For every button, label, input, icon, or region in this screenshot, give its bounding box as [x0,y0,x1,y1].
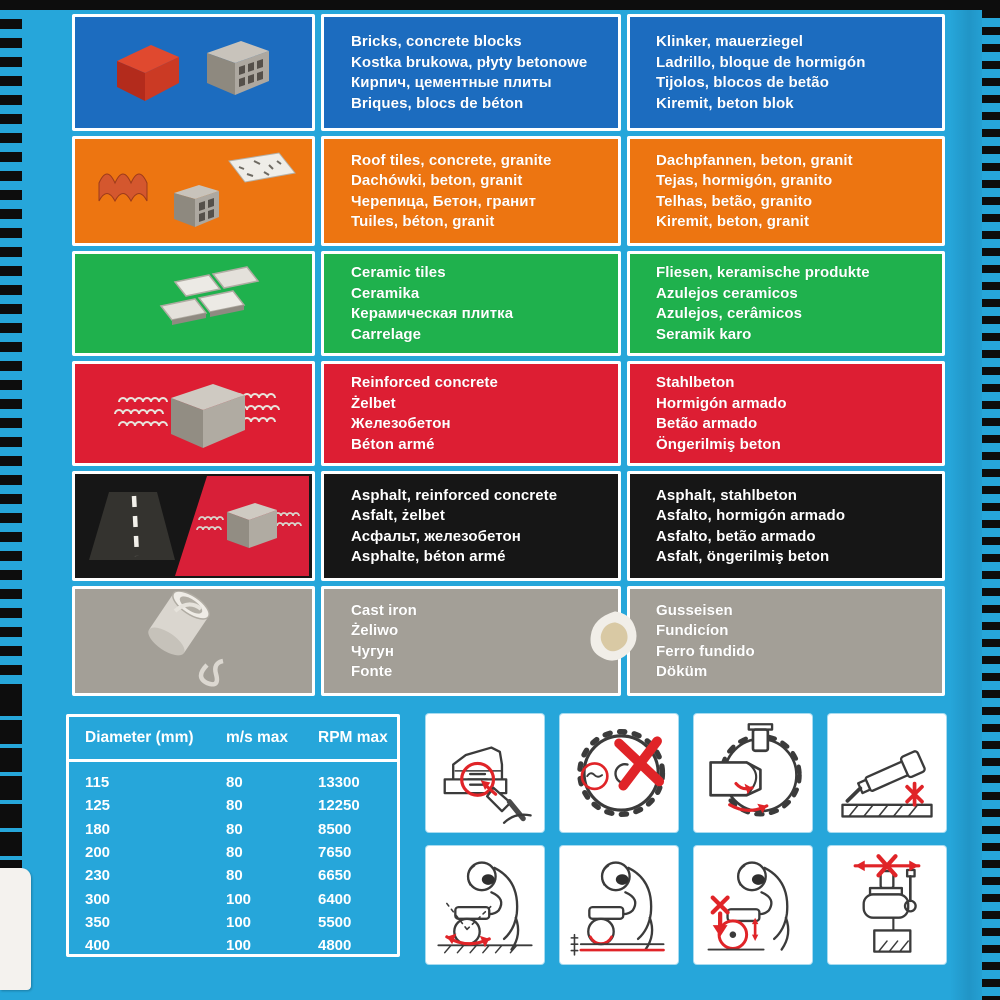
reinforced-concrete-icon [79,364,309,464]
cell-diameter: 230 [85,867,111,885]
material-line: Железобетон [351,415,451,432]
material-line: Asfalt, öngerilmiş beton [656,548,830,565]
material-line: Asfalto, hormigón armado [656,507,846,524]
table-body [69,762,397,957]
ceramic-tiles-icon [79,254,309,354]
material-line: Reinforced concrete [351,374,498,391]
cell-ms: 100 [226,937,252,955]
cell-rpm: 6400 [318,890,352,908]
material-line: Asphalte, béton armé [351,548,506,565]
cell-ms: 80 [226,867,243,885]
column-header-rpm-max: RPM max [318,729,388,746]
material-line: Ceramic tiles [351,264,446,281]
material-band-asphalt [72,471,945,581]
do-not-use-cracked-disc-pictogram [560,714,678,832]
material-line: Żelbet [351,394,396,412]
no-lateral-force-on-disc-icon [834,852,940,958]
disc-rotation-direction-pictogram [694,714,812,832]
cell-diameter: 180 [85,820,111,838]
material-line: Azulejos ceramicos [656,284,798,302]
material-line: Kiremit, beton, granit [656,213,810,230]
material-band-reinforced-concrete [72,361,945,466]
right-edge-fold-shadow [950,10,982,1000]
do-not-apply-excess-pressure-pictogram [694,846,812,964]
table-row [85,771,397,794]
cell-diameter: 125 [85,797,111,815]
material-line: Briques, blocs de béton [351,94,524,112]
roof-tiles-text-left [321,136,621,246]
cell-diameter: 350 [85,913,111,931]
material-line: Кирпич, цементные плиты [351,74,552,91]
ceramic-tiles-illustration [72,251,315,356]
cell-diameter: 300 [85,890,111,908]
bricks-illustration [72,14,315,131]
right-edge-stripes [982,10,1000,1000]
material-line: Öngerilmiş beton [656,435,781,453]
bricks-icon [79,23,309,123]
cell-ms: 80 [226,797,243,815]
material-line: Żeliwo [351,622,399,639]
material-line: Керамическая плитка [351,305,514,322]
material-line: Asphalt, stahlbeton [656,486,798,504]
reinforced-text-right [627,361,945,466]
asphalt-icon [79,476,309,576]
table-row [85,841,397,864]
cell-diameter: 115 [85,774,110,792]
oscillating-cutting-motion-icon [432,852,538,958]
cell-rpm: 8500 [318,820,352,838]
table-row [85,911,397,934]
cell-ms: 80 [226,820,243,838]
ceramic-text-left [321,251,621,356]
cell-ms: 100 [226,890,252,908]
reinforced-concrete-illustration [72,361,315,466]
asphalt-text-left [321,471,621,581]
bricks-text-right [627,14,945,131]
roof-tiles-illustration [72,136,315,246]
cast-iron-illustration [72,586,315,696]
material-line: Fonte [351,663,393,680]
cell-ms: 80 [226,774,243,792]
shallow-cutting-depth-icon [566,852,672,958]
left-edge-dense-stripes [0,692,22,868]
material-line: Dachówki, beton, granit [351,172,523,189]
material-line: Асфальт, железобетон [351,527,521,545]
material-line: Bricks, concrete blocks [351,33,522,50]
do-not-tilt-while-cutting-pictogram [828,714,946,832]
cast-iron-text-left [321,586,621,696]
material-band-cast-iron [72,586,945,696]
material-line: Hormigón armado [656,394,787,412]
reinforced-text-left [321,361,621,466]
material-line: Asphalt, reinforced concrete [351,486,558,504]
material-line: Béton armé [351,435,435,453]
material-band-bricks [72,14,945,131]
material-line: Ceramika [351,284,420,302]
cast-iron-text-right [627,586,945,696]
table-row [85,864,397,887]
material-line: Asfalto, betão armado [656,527,816,545]
diameter-speed-table [66,714,400,957]
shallow-cutting-depth-pictogram [560,846,678,964]
material-line: Stahlbeton [656,374,735,391]
column-header-ms-max: m/s max [226,729,289,746]
material-line: Fundicíon [656,622,729,639]
roof-tiles-text-right [627,136,945,246]
disc-rotation-direction-icon [700,720,806,826]
material-line: Seramik karo [656,325,752,343]
material-line: Gusseisen [656,601,733,619]
table-row [85,887,397,910]
material-line: Cast iron [351,601,417,619]
asphalt-illustration [72,471,315,581]
material-line: Telhas, betão, granito [656,192,813,210]
do-not-tilt-while-cutting-icon [834,720,940,826]
table-row [85,794,397,817]
material-line: Чугун [351,642,395,660]
clean-flange-with-brush-pictogram [426,714,544,832]
material-line: Dachpfannen, beton, granit [656,151,853,169]
bricks-text-left [321,14,621,131]
cell-ms: 80 [226,844,243,862]
cell-rpm: 6650 [318,867,352,885]
roof-tiles-icon [79,141,309,241]
material-line: Fliesen, keramische produkte [656,264,870,281]
material-line: Betão armado [656,415,758,432]
bottom-left-white-strip [0,868,31,990]
material-line: Roof tiles, concrete, granite [351,151,552,169]
cell-diameter: 200 [85,844,111,862]
material-line: Kostka brukowa, płyty betonowe [351,53,588,71]
material-band-ceramic-tiles [72,251,945,356]
material-line: Asfalt, żelbet [351,507,445,524]
cell-rpm: 7650 [318,844,352,862]
column-header-diameter: Diameter (mm) [85,729,194,746]
material-line: Ladrillo, bloque de hormigón [656,53,866,71]
material-line: Tijolos, blocos de betão [656,74,829,91]
table-row [85,934,397,957]
asphalt-text-right [627,471,945,581]
material-line: Tuiles, béton, granit [351,213,495,230]
cell-rpm: 4800 [318,937,352,955]
cast-iron-icon [79,591,309,691]
material-line: Черепица, Бетон, гранит [351,192,537,210]
cell-rpm: 13300 [318,774,360,792]
top-edge-strip [0,0,1000,10]
cell-rpm: 12250 [318,797,360,815]
material-line: Ferro fundido [656,642,755,660]
material-band-roof-tiles [72,136,945,246]
material-line: Klinker, mauerziegel [656,33,804,50]
material-line: Azulejos, cerâmicos [656,305,803,322]
material-line: Carrelage [351,325,422,343]
material-line: Kiremit, beton blok [656,94,794,112]
material-line: Döküm [656,663,708,680]
oscillating-cutting-motion-pictogram [426,846,544,964]
table-header-row [69,717,397,762]
do-not-use-cracked-disc-icon [566,720,672,826]
clean-flange-with-brush-icon [432,720,538,826]
table-row [85,818,397,841]
cell-ms: 100 [226,913,252,931]
cell-rpm: 5500 [318,913,352,931]
no-lateral-force-on-disc-pictogram [828,846,946,964]
ceramic-text-right [627,251,945,356]
cell-diameter: 400 [85,937,111,955]
safety-pictogram-grid [426,714,946,964]
material-line: Tejas, hormigón, granito [656,172,833,189]
do-not-apply-excess-pressure-icon [700,852,806,958]
